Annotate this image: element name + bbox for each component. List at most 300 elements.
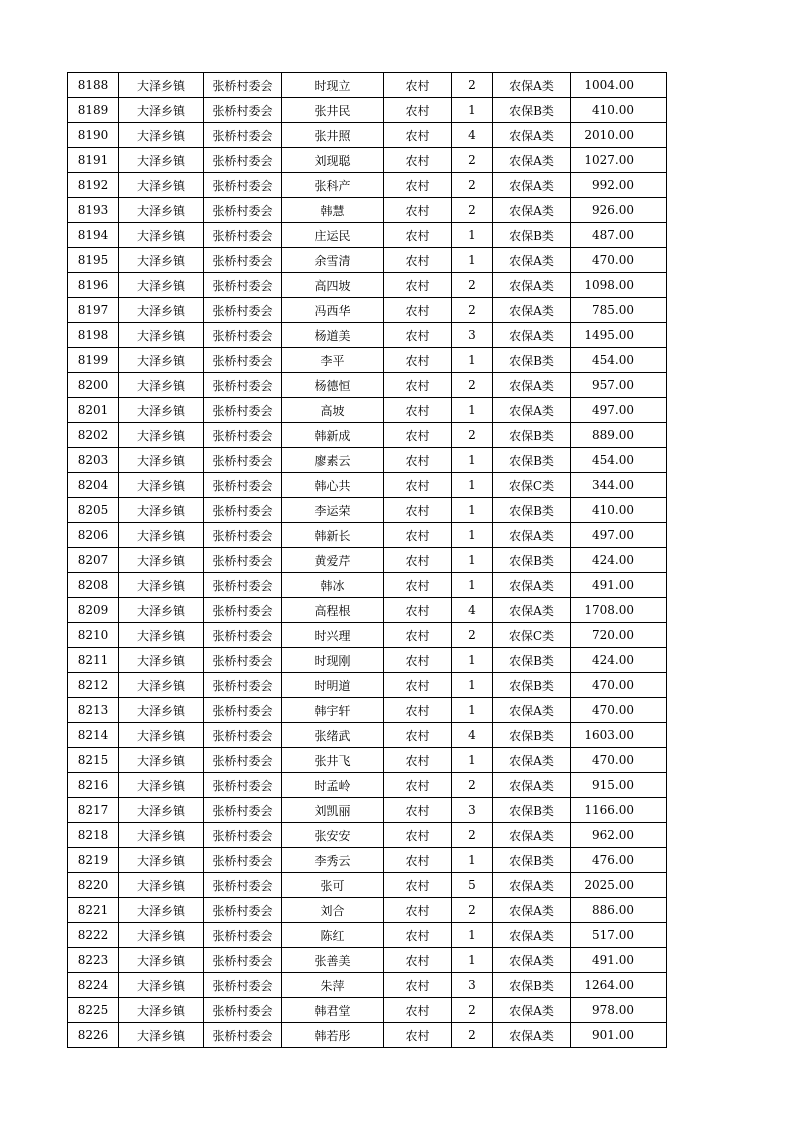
cell-area-type: 农村 [384,798,452,823]
cell-person-name: 时明道 [282,673,384,698]
cell-person-name: 时孟岭 [282,773,384,798]
cell-township: 大泽乡镇 [119,623,204,648]
cell-area-type: 农村 [384,873,452,898]
cell-amount: 517.00 [571,923,667,948]
cell-area-type: 农村 [384,148,452,173]
cell-serial-number: 8210 [68,623,119,648]
cell-township: 大泽乡镇 [119,423,204,448]
cell-serial-number: 8220 [68,873,119,898]
cell-household-count: 1 [452,548,493,573]
table-row [68,223,667,248]
cell-person-name: 廖素云 [282,448,384,473]
cell-serial-number: 8224 [68,973,119,998]
cell-village-committee: 张桥村委会 [204,123,282,148]
cell-household-count: 1 [452,948,493,973]
cell-person-name: 朱萍 [282,973,384,998]
table-row [68,648,667,673]
cell-amount: 978.00 [571,998,667,1023]
cell-township: 大泽乡镇 [119,1023,204,1048]
cell-serial-number: 8212 [68,673,119,698]
table-row [68,348,667,373]
cell-household-count: 2 [452,423,493,448]
cell-household-count: 4 [452,723,493,748]
cell-township: 大泽乡镇 [119,298,204,323]
cell-serial-number: 8218 [68,823,119,848]
cell-insurance-category: 农保A类 [493,998,571,1023]
cell-serial-number: 8221 [68,898,119,923]
cell-village-committee: 张桥村委会 [204,148,282,173]
cell-township: 大泽乡镇 [119,548,204,573]
cell-person-name: 高四坡 [282,273,384,298]
cell-township: 大泽乡镇 [119,898,204,923]
table-row [68,523,667,548]
cell-person-name: 时兴理 [282,623,384,648]
cell-insurance-category: 农保A类 [493,273,571,298]
cell-serial-number: 8196 [68,273,119,298]
cell-household-count: 1 [452,648,493,673]
cell-household-count: 2 [452,773,493,798]
cell-serial-number: 8190 [68,123,119,148]
cell-amount: 487.00 [571,223,667,248]
cell-township: 大泽乡镇 [119,373,204,398]
cell-insurance-category: 农保A类 [493,898,571,923]
table-row [68,773,667,798]
cell-village-committee: 张桥村委会 [204,173,282,198]
cell-person-name: 韩新长 [282,523,384,548]
table-row [68,923,667,948]
cell-person-name: 韩新成 [282,423,384,448]
table-row [68,323,667,348]
cell-person-name: 张科产 [282,173,384,198]
cell-serial-number: 8195 [68,248,119,273]
cell-township: 大泽乡镇 [119,248,204,273]
cell-household-count: 5 [452,873,493,898]
cell-area-type: 农村 [384,973,452,998]
cell-person-name: 韩慧 [282,198,384,223]
cell-village-committee: 张桥村委会 [204,823,282,848]
cell-village-committee: 张桥村委会 [204,923,282,948]
table-row [68,573,667,598]
cell-area-type: 农村 [384,898,452,923]
table-row [68,73,667,98]
table-row [68,973,667,998]
cell-village-committee: 张桥村委会 [204,573,282,598]
cell-serial-number: 8207 [68,548,119,573]
cell-village-committee: 张桥村委会 [204,248,282,273]
cell-area-type: 农村 [384,848,452,873]
cell-household-count: 2 [452,273,493,298]
cell-household-count: 1 [452,98,493,123]
cell-village-committee: 张桥村委会 [204,798,282,823]
cell-area-type: 农村 [384,648,452,673]
cell-insurance-category: 农保A类 [493,873,571,898]
cell-village-committee: 张桥村委会 [204,598,282,623]
cell-insurance-category: 农保A类 [493,773,571,798]
cell-village-committee: 张桥村委会 [204,473,282,498]
cell-household-count: 2 [452,198,493,223]
cell-insurance-category: 农保B类 [493,448,571,473]
cell-amount: 491.00 [571,573,667,598]
cell-person-name: 刘凯丽 [282,798,384,823]
table-row [68,723,667,748]
cell-area-type: 农村 [384,73,452,98]
cell-village-committee: 张桥村委会 [204,623,282,648]
cell-person-name: 张井照 [282,123,384,148]
cell-person-name: 韩心共 [282,473,384,498]
cell-household-count: 2 [452,373,493,398]
cell-township: 大泽乡镇 [119,98,204,123]
table-row [68,298,667,323]
cell-area-type: 农村 [384,673,452,698]
table-row [68,198,667,223]
cell-insurance-category: 农保B类 [493,848,571,873]
cell-household-count: 1 [452,848,493,873]
cell-village-committee: 张桥村委会 [204,373,282,398]
cell-area-type: 农村 [384,198,452,223]
cell-serial-number: 8204 [68,473,119,498]
cell-township: 大泽乡镇 [119,523,204,548]
cell-amount: 410.00 [571,98,667,123]
cell-insurance-category: 农保A类 [493,923,571,948]
cell-serial-number: 8188 [68,73,119,98]
cell-area-type: 农村 [384,123,452,148]
cell-amount: 470.00 [571,673,667,698]
cell-household-count: 2 [452,998,493,1023]
cell-amount: 901.00 [571,1023,667,1048]
cell-area-type: 农村 [384,598,452,623]
cell-village-committee: 张桥村委会 [204,898,282,923]
cell-township: 大泽乡镇 [119,323,204,348]
cell-amount: 470.00 [571,248,667,273]
cell-serial-number: 8206 [68,523,119,548]
cell-township: 大泽乡镇 [119,148,204,173]
table-row [68,548,667,573]
cell-household-count: 1 [452,673,493,698]
cell-person-name: 高程根 [282,598,384,623]
cell-serial-number: 8214 [68,723,119,748]
cell-amount: 1027.00 [571,148,667,173]
cell-household-count: 1 [452,573,493,598]
cell-person-name: 韩君堂 [282,998,384,1023]
cell-insurance-category: 农保C类 [493,473,571,498]
cell-area-type: 农村 [384,923,452,948]
cell-person-name: 冯西华 [282,298,384,323]
cell-person-name: 刘现聪 [282,148,384,173]
cell-village-committee: 张桥村委会 [204,448,282,473]
cell-household-count: 2 [452,298,493,323]
cell-township: 大泽乡镇 [119,348,204,373]
cell-township: 大泽乡镇 [119,223,204,248]
cell-township: 大泽乡镇 [119,498,204,523]
cell-township: 大泽乡镇 [119,273,204,298]
table-row [68,948,667,973]
cell-insurance-category: 农保B类 [493,648,571,673]
cell-area-type: 农村 [384,1023,452,1048]
cell-area-type: 农村 [384,373,452,398]
cell-household-count: 4 [452,123,493,148]
cell-area-type: 农村 [384,748,452,773]
cell-amount: 926.00 [571,198,667,223]
cell-insurance-category: 农保A类 [493,948,571,973]
cell-insurance-category: 农保B类 [493,973,571,998]
cell-insurance-category: 农保A类 [493,698,571,723]
table-row [68,598,667,623]
cell-township: 大泽乡镇 [119,598,204,623]
cell-household-count: 2 [452,173,493,198]
cell-serial-number: 8219 [68,848,119,873]
cell-person-name: 高坡 [282,398,384,423]
cell-serial-number: 8217 [68,798,119,823]
table-row [68,498,667,523]
cell-area-type: 农村 [384,698,452,723]
table-row [68,1023,667,1048]
cell-area-type: 农村 [384,498,452,523]
cell-serial-number: 8225 [68,998,119,1023]
cell-area-type: 农村 [384,448,452,473]
cell-household-count: 4 [452,598,493,623]
table-row [68,673,667,698]
cell-person-name: 刘合 [282,898,384,923]
cell-household-count: 1 [452,498,493,523]
cell-insurance-category: 农保A类 [493,398,571,423]
cell-area-type: 农村 [384,173,452,198]
cell-amount: 410.00 [571,498,667,523]
cell-person-name: 时现立 [282,73,384,98]
cell-insurance-category: 农保A类 [493,198,571,223]
cell-insurance-category: 农保A类 [493,748,571,773]
cell-township: 大泽乡镇 [119,123,204,148]
cell-village-committee: 张桥村委会 [204,548,282,573]
cell-insurance-category: 农保B类 [493,348,571,373]
cell-village-committee: 张桥村委会 [204,698,282,723]
cell-amount: 497.00 [571,523,667,548]
cell-serial-number: 8216 [68,773,119,798]
cell-amount: 470.00 [571,698,667,723]
table-row [68,123,667,148]
cell-serial-number: 8213 [68,698,119,723]
cell-serial-number: 8197 [68,298,119,323]
cell-village-committee: 张桥村委会 [204,1023,282,1048]
table-row [68,448,667,473]
cell-area-type: 农村 [384,823,452,848]
table-row [68,873,667,898]
cell-township: 大泽乡镇 [119,823,204,848]
cell-insurance-category: 农保A类 [493,323,571,348]
cell-amount: 476.00 [571,848,667,873]
cell-area-type: 农村 [384,223,452,248]
cell-township: 大泽乡镇 [119,398,204,423]
cell-person-name: 韩宇轩 [282,698,384,723]
cell-area-type: 农村 [384,473,452,498]
table-row [68,273,667,298]
cell-township: 大泽乡镇 [119,798,204,823]
cell-insurance-category: 农保A类 [493,148,571,173]
cell-amount: 1166.00 [571,798,667,823]
cell-insurance-category: 农保A类 [493,248,571,273]
cell-household-count: 1 [452,348,493,373]
cell-township: 大泽乡镇 [119,723,204,748]
cell-township: 大泽乡镇 [119,73,204,98]
table-row [68,423,667,448]
cell-village-committee: 张桥村委会 [204,273,282,298]
cell-area-type: 农村 [384,623,452,648]
table-row [68,848,667,873]
cell-serial-number: 8192 [68,173,119,198]
table-row [68,698,667,723]
cell-township: 大泽乡镇 [119,998,204,1023]
cell-person-name: 李秀云 [282,848,384,873]
cell-insurance-category: 农保A类 [493,823,571,848]
table-row [68,473,667,498]
cell-amount: 962.00 [571,823,667,848]
cell-person-name: 李平 [282,348,384,373]
table-row [68,998,667,1023]
cell-village-committee: 张桥村委会 [204,773,282,798]
cell-serial-number: 8208 [68,573,119,598]
cell-township: 大泽乡镇 [119,873,204,898]
cell-amount: 2025.00 [571,873,667,898]
cell-serial-number: 8199 [68,348,119,373]
cell-amount: 424.00 [571,548,667,573]
cell-amount: 454.00 [571,448,667,473]
cell-household-count: 2 [452,823,493,848]
cell-serial-number: 8226 [68,1023,119,1048]
cell-person-name: 陈红 [282,923,384,948]
cell-insurance-category: 农保A类 [493,123,571,148]
cell-serial-number: 8194 [68,223,119,248]
table-row [68,798,667,823]
cell-serial-number: 8198 [68,323,119,348]
cell-area-type: 农村 [384,348,452,373]
cell-serial-number: 8223 [68,948,119,973]
cell-insurance-category: 农保A类 [493,373,571,398]
cell-person-name: 杨德恒 [282,373,384,398]
cell-household-count: 2 [452,1023,493,1048]
cell-amount: 886.00 [571,898,667,923]
cell-village-committee: 张桥村委会 [204,98,282,123]
cell-person-name: 庄运民 [282,223,384,248]
cell-household-count: 1 [452,523,493,548]
cell-insurance-category: 农保B类 [493,723,571,748]
cell-area-type: 农村 [384,398,452,423]
cell-village-committee: 张桥村委会 [204,423,282,448]
cell-insurance-category: 农保B类 [493,548,571,573]
cell-township: 大泽乡镇 [119,448,204,473]
cell-village-committee: 张桥村委会 [204,198,282,223]
cell-household-count: 2 [452,623,493,648]
table-row [68,898,667,923]
cell-amount: 889.00 [571,423,667,448]
cell-amount: 1264.00 [571,973,667,998]
cell-village-committee: 张桥村委会 [204,223,282,248]
table-row [68,373,667,398]
cell-serial-number: 8205 [68,498,119,523]
cell-person-name: 张井飞 [282,748,384,773]
cell-area-type: 农村 [384,523,452,548]
cell-serial-number: 8209 [68,598,119,623]
cell-person-name: 余雪清 [282,248,384,273]
cell-household-count: 1 [452,923,493,948]
table-row [68,823,667,848]
cell-insurance-category: 农保B类 [493,423,571,448]
cell-area-type: 农村 [384,273,452,298]
cell-area-type: 农村 [384,773,452,798]
table-row [68,748,667,773]
cell-serial-number: 8200 [68,373,119,398]
cell-person-name: 杨道美 [282,323,384,348]
cell-village-committee: 张桥村委会 [204,498,282,523]
cell-amount: 915.00 [571,773,667,798]
cell-township: 大泽乡镇 [119,973,204,998]
cell-household-count: 1 [452,748,493,773]
cell-insurance-category: 农保A类 [493,523,571,548]
cell-amount: 491.00 [571,948,667,973]
cell-village-committee: 张桥村委会 [204,323,282,348]
cell-insurance-category: 农保A类 [493,1023,571,1048]
cell-household-count: 1 [452,223,493,248]
cell-insurance-category: 农保A类 [493,573,571,598]
cell-serial-number: 8202 [68,423,119,448]
cell-amount: 1004.00 [571,73,667,98]
cell-village-committee: 张桥村委会 [204,398,282,423]
cell-township: 大泽乡镇 [119,773,204,798]
cell-household-count: 3 [452,798,493,823]
cell-insurance-category: 农保B类 [493,673,571,698]
cell-household-count: 2 [452,898,493,923]
table-row [68,98,667,123]
cell-household-count: 2 [452,148,493,173]
cell-serial-number: 8193 [68,198,119,223]
cell-person-name: 张可 [282,873,384,898]
cell-amount: 1708.00 [571,598,667,623]
allowance-table [67,72,667,1048]
cell-amount: 992.00 [571,173,667,198]
cell-township: 大泽乡镇 [119,173,204,198]
cell-insurance-category: 农保C类 [493,623,571,648]
cell-amount: 1495.00 [571,323,667,348]
table-row [68,623,667,648]
cell-household-count: 1 [452,448,493,473]
cell-area-type: 农村 [384,998,452,1023]
cell-village-committee: 张桥村委会 [204,998,282,1023]
cell-household-count: 1 [452,398,493,423]
cell-amount: 454.00 [571,348,667,373]
cell-serial-number: 8191 [68,148,119,173]
cell-area-type: 农村 [384,573,452,598]
cell-household-count: 1 [452,473,493,498]
cell-serial-number: 8211 [68,648,119,673]
cell-amount: 785.00 [571,298,667,323]
cell-amount: 497.00 [571,398,667,423]
cell-insurance-category: 农保A类 [493,598,571,623]
cell-township: 大泽乡镇 [119,948,204,973]
cell-area-type: 农村 [384,723,452,748]
cell-household-count: 3 [452,973,493,998]
cell-person-name: 韩若彤 [282,1023,384,1048]
cell-area-type: 农村 [384,323,452,348]
cell-insurance-category: 农保A类 [493,73,571,98]
cell-village-committee: 张桥村委会 [204,723,282,748]
cell-village-committee: 张桥村委会 [204,73,282,98]
cell-amount: 2010.00 [571,123,667,148]
cell-township: 大泽乡镇 [119,748,204,773]
cell-household-count: 3 [452,323,493,348]
cell-person-name: 张井民 [282,98,384,123]
cell-village-committee: 张桥村委会 [204,748,282,773]
table-row [68,248,667,273]
cell-township: 大泽乡镇 [119,673,204,698]
cell-person-name: 时现刚 [282,648,384,673]
